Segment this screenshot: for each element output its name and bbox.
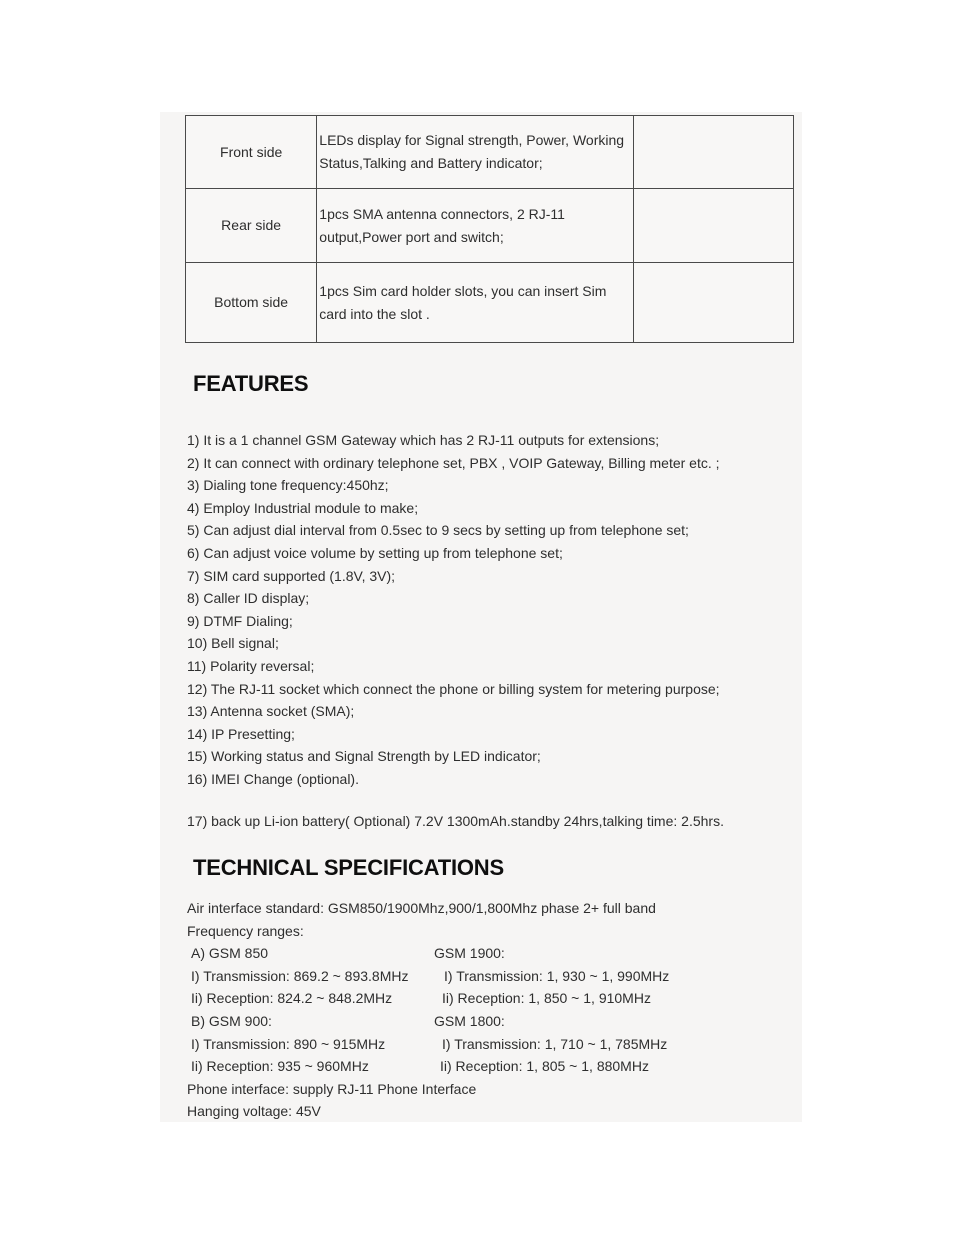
technical-specifications-heading: TECHNICAL SPECIFICATIONS <box>193 855 504 880</box>
frequency-left: Ii) Reception: 935 ~ 960MHz <box>191 1058 369 1075</box>
feature-item: 9) DTMF Dialing; <box>187 612 293 629</box>
description-line: 1pcs SMA antenna connectors, 2 RJ-11 <box>319 205 565 222</box>
frequency-row <box>187 965 670 988</box>
frequency-row <box>187 1055 656 1078</box>
row-label: Front side <box>186 116 317 189</box>
frequency-row <box>187 987 656 1010</box>
empty-cell <box>634 189 794 263</box>
feature-item: 13) Antenna socket (SMA); <box>187 703 355 720</box>
empty-cell <box>634 263 794 343</box>
table-row <box>186 263 794 343</box>
feature-item: 8) Caller ID display; <box>187 590 310 607</box>
description-line: output,Power port and switch; <box>319 228 504 245</box>
row-label: Bottom side <box>186 263 317 343</box>
feature-item: 12) The RJ-11 socket which connect the phone or billing system for metering purpose; <box>187 680 720 697</box>
feature-item: 6) Can adjust voice volume by setting up from telephone set; <box>187 544 563 561</box>
feature-item: 7) SIM card supported (1.8V, 3V); <box>187 567 396 584</box>
frequency-left: I) Transmission: 869.2 ~ 893.8MHz <box>191 967 409 984</box>
feature-item: 5) Can adjust dial interval from 0.5sec to 9 secs by setting up from telephone set; <box>187 522 689 539</box>
specifications-list <box>187 897 670 1123</box>
frequency-right: Ii) Reception: 1, 805 ~ 1, 880MHz <box>440 1058 649 1075</box>
feature-item: 16) IMEI Change (optional). <box>187 770 359 787</box>
frequency-right: GSM 1800: <box>434 1012 505 1029</box>
frequency-row <box>187 1010 656 1033</box>
feature-item: 14) IP Presetting; <box>187 725 295 742</box>
row-description <box>317 189 634 263</box>
frequency-right: GSM 1900: <box>434 945 505 962</box>
frequency-ranges-line: Frequency ranges: <box>187 922 304 939</box>
panel-description-table <box>185 115 794 343</box>
feature-item: 4) Employ Industrial module to make; <box>187 499 419 516</box>
empty-cell <box>634 116 794 189</box>
features-list <box>187 429 720 791</box>
frequency-left: A) GSM 850 <box>191 945 269 962</box>
features-heading: FEATURES <box>193 371 309 396</box>
phone-interface-line: Phone interface: supply RJ-11 Phone Interface <box>187 1080 477 1097</box>
frequency-left: I) Transmission: 890 ~ 915MHz <box>191 1035 386 1052</box>
frequency-row <box>187 942 656 965</box>
feature-item: 10) Bell signal; <box>187 635 279 652</box>
description-line: LEDs display for Signal strength, Power, Working <box>319 132 625 148</box>
air-interface-line: Air interface standard: GSM850/1900Mhz,900/1,800Mhz phase 2+ full band <box>187 900 656 916</box>
frequency-left: Ii) Reception: 824.2 ~ 848.2MHz <box>191 990 393 1007</box>
frequency-right: I) Transmission: 1, 930 ~ 1, 990MHz <box>444 967 670 984</box>
feature-item: 3) Dialing tone frequency:450hz; <box>187 477 389 494</box>
table-row <box>186 189 794 263</box>
frequency-right: Ii) Reception: 1, 850 ~ 1, 910MHz <box>442 990 651 1007</box>
frequency-right: I) Transmission: 1, 710 ~ 1, 785MHz <box>442 1035 668 1052</box>
description-line: Status,Talking and Battery indicator; <box>319 155 543 171</box>
table-row <box>186 116 794 189</box>
feature-item: 1) It is a 1 channel GSM Gateway which has 2 RJ-11 outputs for extensions; <box>187 432 660 448</box>
description-line: card into the slot . <box>319 305 430 322</box>
frequency-row <box>187 1033 668 1056</box>
row-description <box>317 263 634 343</box>
hanging-voltage-line: Hanging voltage: 45V <box>187 1103 321 1120</box>
row-description <box>317 116 634 189</box>
feature-item: 15) Working status and Signal Strength by LED indicator; <box>187 748 541 765</box>
frequency-left: B) GSM 900: <box>191 1012 272 1029</box>
description-line: 1pcs Sim card holder slots, you can insert Sim <box>319 282 607 299</box>
feature-item-battery: 17) back up Li-ion battery( Optional) 7.2V 1300mAh.standby 24hrs,talking time: 2.5hrs. <box>187 813 724 829</box>
feature-item: 11) Polarity reversal; <box>187 657 315 674</box>
feature-item: 2) It can connect with ordinary telephone set, PBX , VOIP Gateway, Billing meter etc. ; <box>187 454 720 471</box>
row-label: Rear side <box>186 189 317 263</box>
